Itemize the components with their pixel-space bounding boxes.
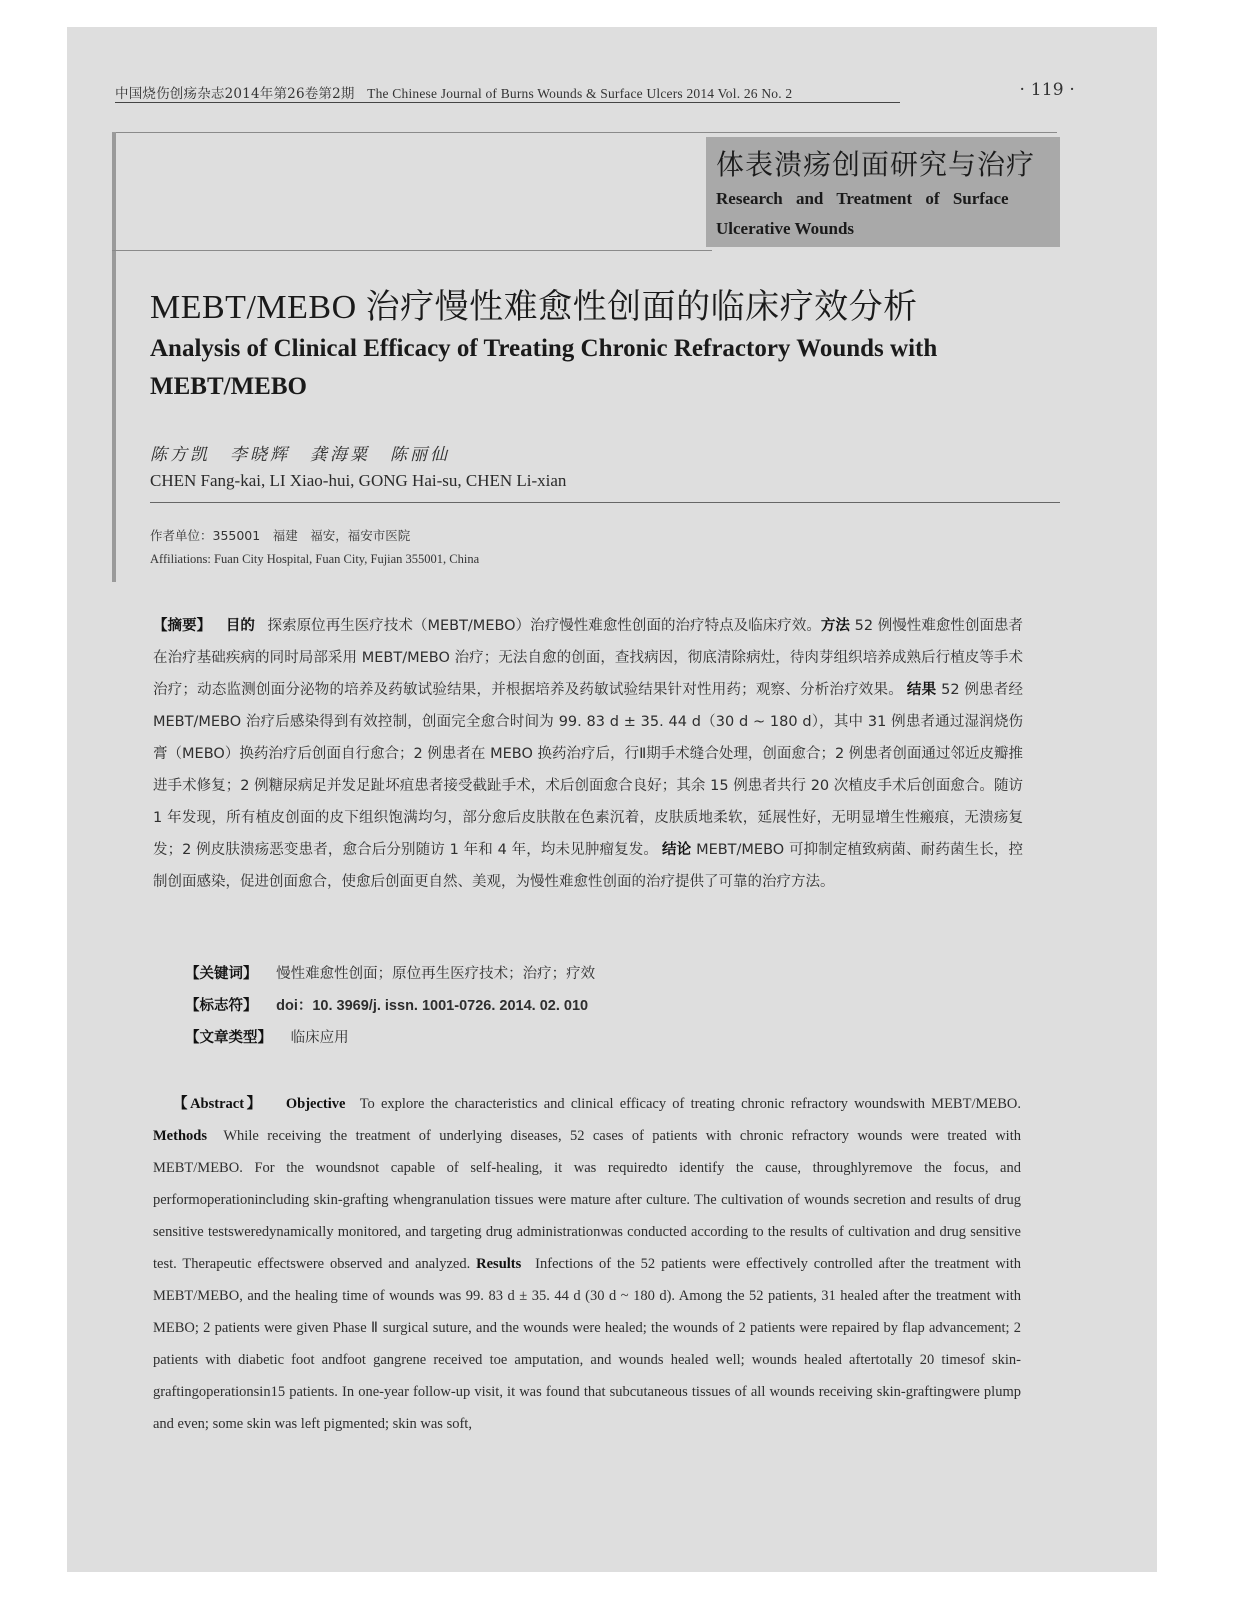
objective-label-cn: 目的	[225, 618, 255, 634]
identifier-row	[185, 994, 588, 1015]
article-type-row	[185, 1026, 349, 1047]
running-header	[115, 82, 1075, 102]
authors-en: CHEN Fang-kai, LI Xiao-hui, GONG Hai-su, CHEN Li-xian	[150, 471, 567, 490]
keywords-label: 【关键词】	[185, 966, 258, 982]
authors-cn: 陈方凯 李晓辉 龚海粟 陈丽仙	[150, 445, 450, 465]
abstract-en-label: 【Abstract】	[173, 1096, 264, 1112]
journal-name-en: The Chinese Journal of Burns Wounds & Surface Ulcers 2014 Vol. 26 No. 2	[367, 86, 793, 101]
methods-text-cn: 52 例慢性难愈性创面患者在治疗基础疾病的同时局部采用 MEBT/MEBO 治疗；无法自愈的创面，查找病因，彻底清除病灶，待肉芽组织培养成熟后行植皮等手术治疗；动态监测创面分泌物的培养及药敏试验结果，并根据培养及药敏试验结果针对性用药；观察、分析治疗效果。	[153, 618, 1024, 698]
column-banner	[706, 137, 1060, 247]
abstract-cn-label: 【摘要】	[153, 618, 212, 634]
methods-label-cn: 方法	[820, 618, 850, 634]
column-title-cn: 体表溃疡创面研究与治疗	[716, 148, 1036, 181]
author-rule	[150, 502, 1060, 503]
results-label-en: Results	[476, 1256, 522, 1272]
article-title-en: Analysis of Clinical Efficacy of Treating Chronic Refractory Wounds with MEBT/MEBO	[150, 335, 938, 400]
results-text-cn: 52 例患者经 MEBT/MEBO 治疗后感染得到有效控制，创面完全愈合时间为 99. 83 d ± 35. 44 d（30 d ~ 180 d），其中 31 例患者通过湿润烧伤膏（MEBO）换药治疗后创面自行愈合；2 例患者在 MEBO 换药治疗后，行Ⅱ期手术缝合处理，创面愈合；2 例患者创面通过邻近皮瓣推进手术修复；2 例糖尿病足并发足趾坏疽患者接受截趾手术，术后创面愈合良好；其余 15 例患者共行 20 次植皮手术后创面愈合。随访 1 年发现，所有植皮创面的皮下组织饱满均匀，部分愈后皮肤散在色素沉着，皮肤质地柔软，延展性好，无明显增生性瘢痕，无溃疡复发；2 例皮肤溃疡恶变患者，愈合后分别随访 1 年和 4 年，均未见肿瘤复发。	[153, 682, 1024, 858]
article-type-text: 临床应用	[290, 1030, 349, 1046]
results-label-cn: 结果	[906, 682, 937, 698]
divider-top	[112, 132, 1057, 133]
article-title-cn: MEBT/MEBO 治疗慢性难愈性创面的临床疗效分析	[150, 289, 918, 326]
keywords-row	[185, 962, 595, 983]
divider-mid	[112, 250, 712, 251]
conclusion-label-cn: 结论	[662, 842, 692, 858]
affiliation-en: Affiliations: Fuan City Hospital, Fuan City, Fujian 355001, China	[150, 552, 480, 566]
objective-label-en: Objective	[285, 1096, 346, 1112]
results-text-en: Infections of the 52 patients were effectively controlled after the treatment with MEBT/MEBO, and the healing time of wounds was 99. 83 d ± 35. 44 d (30 d ~ 180 d). Among the 52 patients, 31 healed after the treatment with MEBO; 2 patients were given Phase Ⅱ surgical suture, and the wounds were healed; the wounds of 2 patients were repaired by flap advancement; 2 patients with diabetic foot andfoot gangrene received toe amputation, and wounds healed well; wounds healed aftertotally 20 timesof skin-graftingoperationsin15 patients. In one-year follow-up visit, it was found that subcutaneous tissues of all wounds receiving skin-graftingwere plump and even; some skin was left pigmented; skin was soft,	[153, 1256, 1021, 1432]
objective-text-en: To explore the characteristics and clinical efficacy of treating chronic refractory woundswith MEBT/MEBO.	[359, 1096, 1022, 1112]
header-rule	[115, 102, 900, 103]
methods-text-en: While receiving the treatment of underlying diseases, 52 cases of patients with chronic refractory wounds were treated with MEBT/MEBO. For the woundsnot capable of self-healing, it was requiredto identify the cause, throughlyremove the focus, and performoperationincluding skin-grafting whengranulation tissues were mature after culture. The cultivation of wounds secretion and results of drug sensitive testsweredynamically monitored, and targeting drug administrationwas conducted according to the results of cultivation and drug sensitive test. Therapeutic effectswere observed and analyzed.	[153, 1128, 1021, 1272]
abstract-cn	[153, 610, 1023, 898]
conclusion-text-cn: MEBT/MEBO 可抑制定植致病菌、耐药菌生长，控制创面感染，促进创面愈合，使愈后创面更自然、美观，为慢性难愈性创面的治疗提供了可靠的治疗方法。	[153, 842, 1024, 890]
objective-text-cn: 探索原位再生医疗技术（MEBT/MEBO）治疗慢性难愈性创面的治疗特点及临床疗效。	[267, 618, 821, 634]
page-number: · 119 ·	[1019, 80, 1075, 100]
article-type-label: 【文章类型】	[185, 1030, 272, 1046]
affiliation-cn: 作者单位：355001 福建 福安，福安市医院	[150, 528, 411, 543]
column-title-en-2: Ulcerative Wounds	[716, 219, 855, 238]
methods-label-en: Methods	[153, 1128, 207, 1144]
left-margin-bar	[112, 132, 116, 582]
journal-name-cn: 中国烧伤创疡杂志2014年第26卷第2期	[115, 86, 355, 102]
keywords-text: 慢性难愈性创面；原位再生医疗技术；治疗；疗效	[276, 966, 596, 982]
doi-text: doi：10. 3969/j. issn. 1001-0726. 2014. 02. 010	[276, 998, 589, 1014]
identifier-label: 【标志符】	[185, 998, 258, 1014]
abstract-en	[153, 1088, 1021, 1440]
column-title-en-1: Research and Treatment of Surface	[716, 189, 1009, 208]
